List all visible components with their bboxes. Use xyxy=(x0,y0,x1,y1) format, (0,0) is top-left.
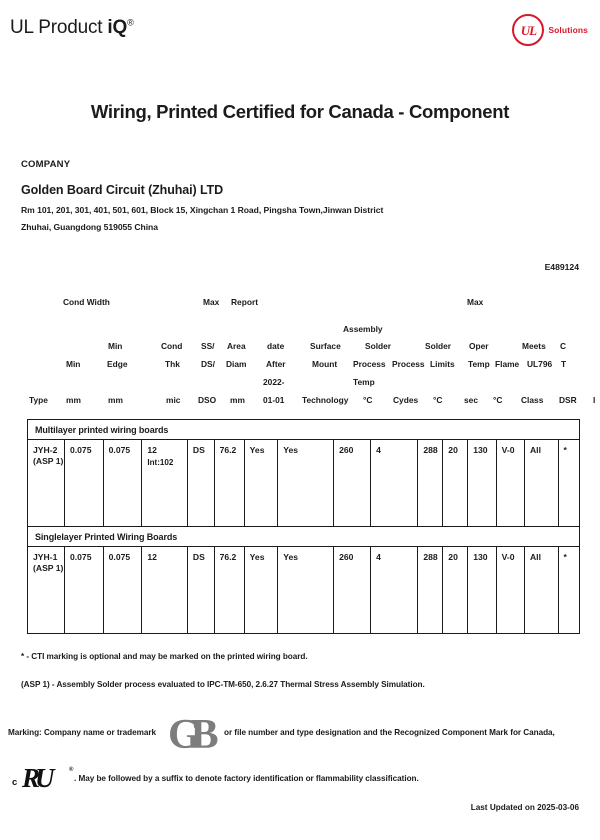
page-title: Wiring, Printed Certified for Canada - Component xyxy=(90,101,510,122)
cell-flame-temp: 130 xyxy=(468,547,496,633)
header-oper: Oper xyxy=(469,341,489,351)
ul-solutions-logo xyxy=(512,14,588,46)
table-column-headers xyxy=(27,297,596,414)
cell-area-diam: 76.2 xyxy=(215,440,245,526)
cell-min-mm: 0.075 xyxy=(65,547,104,633)
cell-type: JYH-2 (ASP 1) xyxy=(28,440,65,526)
gb-trademark-logo-icon: GB xyxy=(168,712,209,758)
group-header-max-right: Max xyxy=(467,297,484,307)
company-label: COMPANY xyxy=(21,159,71,170)
cell-ss-ds: DS xyxy=(188,547,215,633)
last-updated-timestamp: Last Updated on 2025-03-06 xyxy=(470,803,579,812)
header-unit-celsius-1: °C xyxy=(363,395,373,405)
marking-suffix-text: or file number and type designation and the Recognized Component Mark for Canada, xyxy=(224,728,555,737)
header-flame: Flame xyxy=(495,359,520,369)
header-after: After xyxy=(266,359,286,369)
cru-registered-icon: ® xyxy=(69,767,74,773)
header-dsr: DSR xyxy=(559,395,577,405)
cell-cond-thk-value: 12 xyxy=(147,445,157,455)
registered-trademark-icon: ® xyxy=(127,17,134,28)
cell-solder-cycles: 4 xyxy=(371,440,418,526)
header-diam: Diam xyxy=(226,359,247,369)
header-assembly: Assembly xyxy=(343,324,383,334)
header-area: Area xyxy=(227,341,246,351)
group-header-report: Report xyxy=(231,297,258,307)
cell-cond-thk-internal: Int:102 xyxy=(147,458,174,468)
cell-ss-ds: DS xyxy=(188,440,215,526)
header-process-assembly: Process xyxy=(353,359,386,369)
header-min-mm: Min xyxy=(66,359,81,369)
header-report-date-md: 01-01 xyxy=(263,395,285,405)
header-solder-assembly: Solder xyxy=(365,341,392,351)
cell-assembly-temp: 260 xyxy=(334,440,371,526)
cell-report-date: Yes xyxy=(245,440,279,526)
company-name: Golden Board Circuit (Zhuhai) LTD xyxy=(21,183,224,197)
marking-prefix-text: Marking: Company name or trademark xyxy=(8,728,156,737)
ul-logo-word: Solutions xyxy=(548,25,588,35)
company-address-line-2: Zhuhai, Guangdong 519055 China xyxy=(21,222,158,232)
cru-c-prefix-icon: c xyxy=(12,777,18,788)
cell-assembly-temp: 260 xyxy=(334,547,371,633)
group-header-cond-width: Cond Width xyxy=(63,297,110,307)
table-row xyxy=(28,547,579,633)
cell-oper-sec: 20 xyxy=(443,547,468,633)
header-unit-celsius-3: °C xyxy=(493,395,503,405)
app-brand xyxy=(10,17,134,39)
cell-oper-sec: 20 xyxy=(443,440,468,526)
header-unit-sec: sec xyxy=(464,395,478,405)
cell-cond-thk xyxy=(142,547,188,633)
header-edge: Edge xyxy=(107,359,128,369)
header-unit-mm-3: mm xyxy=(230,395,245,405)
header-unit-celsius-2: °C xyxy=(433,395,443,405)
header-ul796: UL796 xyxy=(527,359,553,369)
table-row xyxy=(28,440,579,527)
header-cti-t: T xyxy=(561,359,567,369)
header-meets: Meets xyxy=(522,341,546,351)
section-header-singlelayer: Singlelayer Printed Wiring Boards xyxy=(28,527,579,547)
header-technology: Technology xyxy=(302,395,349,405)
brand-text-light: UL Product xyxy=(10,17,108,38)
header-min: Min xyxy=(108,341,123,351)
header-temp-label: Temp xyxy=(353,377,375,387)
cell-surface-mount: Yes xyxy=(278,547,334,633)
cell-cti: * xyxy=(563,445,567,455)
brand-text-bold: iQ xyxy=(107,17,128,38)
header-mount: Mount xyxy=(312,359,338,369)
cell-area-diam: 76.2 xyxy=(215,547,245,633)
ul-circle-icon xyxy=(512,14,544,46)
footnote-cti: * - CTI marking is optional and may be marked on the printed wiring board. xyxy=(21,652,308,661)
header-limits: Limits xyxy=(430,359,455,369)
header-solder-limits-top: Solder xyxy=(425,341,452,351)
header-unit-mm-1: mm xyxy=(66,395,81,405)
cell-cond-thk-value: 12 xyxy=(147,552,157,562)
cell-flame-class: V-0 xyxy=(497,440,525,526)
cell-cti: * xyxy=(563,552,567,562)
cell-solder-limits: 288 xyxy=(418,547,443,633)
cell-flame-class: V-0 xyxy=(497,547,525,633)
header-temp-oper: Temp xyxy=(468,359,490,369)
cell-meets-ul796: All xyxy=(525,547,559,633)
header-date: date xyxy=(267,341,285,351)
cell-type: JYH-1 (ASP 1) xyxy=(28,547,65,633)
cell-flame-temp: 130 xyxy=(468,440,496,526)
cell-solder-cycles: 4 xyxy=(371,547,418,633)
cell-solder-limits: 288 xyxy=(418,440,443,526)
cell-meets-ul796: All xyxy=(525,440,559,526)
cell-surface-mount: Yes xyxy=(278,440,334,526)
cell-min-edge-mm: 0.075 xyxy=(104,547,143,633)
header-surface: Surface xyxy=(310,341,341,351)
header-ss: SS/ xyxy=(201,341,215,351)
page-header xyxy=(0,0,600,62)
header-ds: DS/ xyxy=(201,359,215,369)
cru-suffix-text: . May be followed by a suffix to denote factory identification or flammability classification. xyxy=(74,774,419,783)
header-report-date-year: 2022- xyxy=(263,377,285,387)
cell-min-mm: 0.075 xyxy=(65,440,104,526)
header-process-cycles: Process xyxy=(392,359,425,369)
header-class: Class xyxy=(521,395,544,405)
footnote-asp: (ASP 1) - Assembly Solder process evaluated to IPC-TM-650, 2.6.27 Thermal Stress Assembly Simulation. xyxy=(21,680,425,689)
company-address-line-1: Rm 101, 201, 301, 401, 501, 601, Block 15, Xingchan 1 Road, Pingsha Town,Jinwan District xyxy=(21,205,384,215)
recognized-component-mark xyxy=(12,763,592,793)
header-cond: Cond xyxy=(161,341,183,351)
file-number: E489124 xyxy=(544,262,579,272)
header-unit-mic: mic xyxy=(166,395,181,405)
cell-min-edge-mm: 0.075 xyxy=(104,440,143,526)
certification-table xyxy=(27,419,580,634)
header-cycles: Cydes xyxy=(393,395,419,405)
marking-statement xyxy=(8,712,592,758)
header-cti-i: I xyxy=(593,395,596,405)
header-unit-dso: DSO xyxy=(198,395,217,405)
header-thk: Thk xyxy=(165,359,180,369)
group-header-max: Max xyxy=(203,297,220,307)
ul-recognized-component-mark-icon: RU xyxy=(22,763,50,793)
cell-report-date: Yes xyxy=(245,547,279,633)
header-type: Type xyxy=(29,395,48,405)
ul-logo-letters: UL xyxy=(520,22,537,38)
header-cti-c: C xyxy=(560,341,567,351)
section-header-multilayer: Multilayer printed wiring boards xyxy=(28,420,579,440)
cell-cond-thk xyxy=(142,440,188,526)
header-unit-mm-2: mm xyxy=(108,395,123,405)
